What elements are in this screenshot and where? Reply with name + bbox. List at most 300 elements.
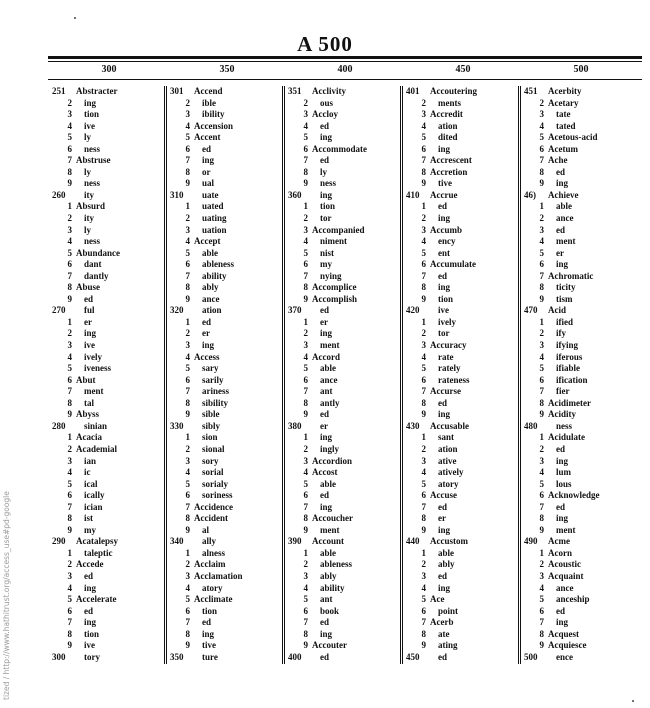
code-number: 7 — [303, 386, 308, 397]
code-word: ation — [438, 443, 458, 454]
code-word: tion — [84, 109, 100, 120]
code-word: ed — [438, 270, 447, 281]
code-entry — [524, 502, 638, 514]
code-entry — [288, 432, 402, 444]
code-number: 3 — [421, 455, 426, 466]
code-entry — [524, 132, 638, 144]
code-number: 4 — [421, 236, 426, 247]
code-entry — [406, 571, 520, 583]
code-word: ive — [84, 640, 95, 651]
code-word: lum — [556, 467, 572, 478]
code-entry — [52, 190, 166, 202]
code-number: 8 — [421, 628, 426, 639]
code-number: 3 — [303, 109, 308, 120]
code-word: ifiable — [556, 363, 580, 374]
code-number: 340 — [170, 536, 184, 547]
code-entry — [524, 536, 638, 548]
code-number: 330 — [170, 420, 184, 431]
code-number: 440 — [406, 536, 420, 547]
code-number: 1 — [539, 432, 544, 443]
column-divider — [164, 86, 167, 664]
code-number: 2 — [67, 443, 72, 454]
code-number: 1 — [67, 201, 72, 212]
code-entry — [52, 352, 166, 364]
code-entry — [406, 409, 520, 421]
code-entry — [288, 236, 402, 248]
code-word: Acorn — [548, 547, 572, 558]
code-word: ing — [438, 282, 451, 293]
code-word: ing — [84, 582, 97, 593]
code-entry — [524, 225, 638, 237]
code-word: tion — [320, 201, 336, 212]
code-number: 3 — [303, 340, 308, 351]
code-word: ariness — [202, 386, 229, 397]
code-number: 5 — [67, 247, 72, 258]
code-word: ing — [202, 155, 215, 166]
code-entry — [406, 317, 520, 329]
code-word: ed — [320, 155, 329, 166]
code-entry — [524, 594, 638, 606]
code-number: 6 — [185, 374, 190, 385]
code-entry — [288, 225, 402, 237]
code-word: ingly — [320, 443, 340, 454]
code-word: point — [438, 605, 459, 616]
code-entry — [52, 317, 166, 329]
code-number: 5 — [67, 363, 72, 374]
code-word: ment — [556, 236, 576, 247]
code-entry — [524, 213, 638, 225]
code-word: ing — [320, 328, 333, 339]
code-word: ible — [202, 97, 217, 108]
code-number: 6 — [421, 490, 426, 501]
code-word: ively — [84, 351, 102, 362]
code-number: 3 — [67, 455, 72, 466]
code-word: ual — [202, 178, 215, 189]
code-word: ed — [84, 570, 93, 581]
code-word: ed — [320, 409, 329, 420]
code-number: 8 — [67, 397, 72, 408]
code-entry — [406, 432, 520, 444]
code-number: 3 — [185, 570, 190, 581]
code-entry — [170, 432, 284, 444]
code-word: Acid — [548, 305, 566, 316]
column-header: 500 — [573, 64, 589, 75]
code-word: ian — [84, 455, 97, 466]
code-word: er — [320, 316, 328, 327]
code-number: 7 — [421, 270, 426, 281]
code-number: 8 — [185, 166, 190, 177]
code-entry — [406, 328, 520, 340]
code-word: ous — [320, 97, 334, 108]
code-number: 7 — [67, 155, 72, 166]
code-word: Accurse — [430, 386, 461, 397]
code-number: 3 — [67, 109, 72, 120]
code-entry — [288, 386, 402, 398]
code-number: 5 — [421, 594, 426, 605]
code-word: uation — [202, 224, 227, 235]
code-number: 7 — [539, 386, 544, 397]
code-number: 6 — [303, 490, 308, 501]
code-entry — [52, 606, 166, 618]
code-entry — [52, 144, 166, 156]
code-word: atory — [202, 582, 223, 593]
code-entry — [524, 525, 638, 537]
code-number: 1 — [303, 316, 308, 327]
code-number: 3 — [185, 109, 190, 120]
code-word: ableness — [202, 259, 235, 270]
code-word: sorial — [202, 467, 224, 478]
code-word: ing — [556, 513, 569, 524]
code-number: 9 — [421, 178, 426, 189]
code-number: 8 — [185, 282, 190, 293]
code-word: ance — [320, 374, 338, 385]
code-word: Abundance — [76, 247, 121, 258]
code-number: 9 — [185, 409, 190, 420]
code-number: 4 — [421, 120, 426, 131]
code-entry — [406, 352, 520, 364]
code-number: 2 — [539, 97, 544, 108]
code-word: Accomplice — [312, 282, 357, 293]
header-underline — [48, 79, 642, 80]
code-word: sible — [202, 409, 220, 420]
code-entry — [288, 513, 402, 525]
code-entry — [170, 490, 284, 502]
code-number: 450 — [406, 651, 420, 662]
code-word: Accredit — [430, 109, 463, 120]
code-number: 6 — [421, 605, 426, 616]
code-number: 9 — [303, 524, 308, 535]
code-word: sional — [202, 443, 225, 454]
column-header: 450 — [455, 64, 471, 75]
code-word: Accumb — [430, 224, 462, 235]
code-number: 7 — [185, 270, 190, 281]
code-column-3 — [288, 86, 402, 664]
code-word: ate — [438, 628, 450, 639]
code-number: 390 — [288, 536, 302, 547]
code-entry — [288, 190, 402, 202]
code-entry — [288, 559, 402, 571]
code-number: 4 — [539, 120, 544, 131]
code-number: 2 — [303, 559, 308, 570]
side-watermark: tized / http://www.hathitrust.org/access_use#pd-google — [2, 491, 11, 700]
code-number: 4 — [421, 467, 426, 478]
code-entry — [52, 271, 166, 283]
code-number: 4 — [539, 236, 544, 247]
code-entry — [170, 352, 284, 364]
code-entry — [524, 583, 638, 595]
code-entry — [288, 409, 402, 421]
code-entry — [52, 617, 166, 629]
code-number: 370 — [288, 305, 302, 316]
header-rule-thick — [48, 56, 642, 59]
code-number: 1 — [303, 432, 308, 443]
code-entry — [524, 629, 638, 641]
code-entry — [406, 259, 520, 271]
code-word: or — [202, 166, 211, 177]
code-entry — [524, 409, 638, 421]
code-word: Acacia — [76, 432, 102, 443]
code-number: 2 — [539, 328, 544, 339]
code-entry — [52, 328, 166, 340]
code-entry — [170, 398, 284, 410]
code-entry — [524, 479, 638, 491]
code-number: 5 — [185, 594, 190, 605]
code-number: 310 — [170, 189, 184, 200]
code-number: 3 — [185, 224, 190, 235]
code-number: 2 — [185, 328, 190, 339]
code-entry — [406, 548, 520, 560]
code-word: ibility — [202, 109, 225, 120]
code-number: 5 — [303, 478, 308, 489]
code-number: 5 — [303, 132, 308, 143]
code-number: 3 — [539, 570, 544, 581]
code-number: 1 — [303, 547, 308, 558]
code-number: 6 — [67, 490, 72, 501]
code-number: 1 — [539, 201, 544, 212]
code-entry — [52, 536, 166, 548]
code-word: Accomplish — [312, 293, 357, 304]
code-word: ness — [84, 178, 101, 189]
code-word: ness — [84, 236, 101, 247]
code-word: ative — [438, 455, 457, 466]
code-entry — [170, 294, 284, 306]
code-word: tor — [320, 213, 332, 224]
code-entry — [52, 132, 166, 144]
code-number: 1 — [539, 316, 544, 327]
code-entry — [170, 456, 284, 468]
code-word: sory — [202, 455, 219, 466]
code-number: 9 — [421, 409, 426, 420]
code-entry — [170, 409, 284, 421]
code-word: Account — [312, 536, 344, 547]
code-number: 9 — [539, 524, 544, 535]
code-entry — [170, 536, 284, 548]
code-number: 3 — [303, 455, 308, 466]
code-word: ing — [438, 143, 451, 154]
code-word: anceship — [556, 594, 590, 605]
code-word: ed — [438, 651, 447, 662]
code-entry — [52, 109, 166, 121]
code-entry — [406, 479, 520, 491]
code-word: uated — [202, 201, 224, 212]
code-number: 9 — [303, 409, 308, 420]
code-word: ation — [202, 305, 222, 316]
code-word: ableness — [320, 559, 353, 570]
code-entry — [288, 201, 402, 213]
code-word: sary — [202, 363, 219, 374]
code-word: nist — [320, 247, 335, 258]
code-entry — [524, 490, 638, 502]
code-word: atory — [438, 478, 459, 489]
code-word: ed — [320, 651, 329, 662]
code-word: Achieve — [548, 189, 579, 200]
code-word: ing — [320, 432, 333, 443]
code-number: 9 — [539, 640, 544, 651]
code-word: Acclimate — [194, 594, 233, 605]
code-entry — [288, 271, 402, 283]
code-number: 2 — [421, 443, 426, 454]
code-word: ifying — [556, 340, 579, 351]
code-word: Acclivity — [312, 86, 346, 96]
column-header: 400 — [337, 64, 353, 75]
column-divider — [518, 86, 521, 664]
code-number: 251 — [52, 86, 66, 96]
code-word: Acquiesce — [548, 640, 587, 651]
code-entry — [170, 502, 284, 514]
code-word: ical — [84, 478, 98, 489]
code-number: 5 — [539, 247, 544, 258]
code-number: 280 — [52, 420, 66, 431]
code-word: Acoustic — [548, 559, 581, 570]
code-word: Acetum — [548, 143, 578, 154]
code-word: ive — [84, 340, 95, 351]
code-entry — [524, 178, 638, 190]
code-word: Acatalepsy — [76, 536, 118, 547]
scan-speck — [74, 17, 76, 19]
code-number: 4 — [67, 467, 72, 478]
code-word: er — [320, 420, 328, 431]
code-word: ably — [202, 282, 219, 293]
code-word-columns — [50, 86, 640, 666]
code-entry — [170, 305, 284, 317]
code-number: 4 — [539, 351, 544, 362]
code-word: Abstracter — [76, 86, 118, 96]
code-word: ity — [84, 213, 94, 224]
code-entry — [288, 352, 402, 364]
code-entry — [288, 144, 402, 156]
code-number: 3 — [67, 340, 72, 351]
code-entry — [288, 132, 402, 144]
code-entry — [288, 456, 402, 468]
code-entry — [406, 305, 520, 317]
code-number: 9 — [185, 524, 190, 535]
code-number: 6 — [303, 374, 308, 385]
code-word: nying — [320, 270, 342, 281]
code-entry — [52, 583, 166, 595]
code-word: ing — [438, 582, 451, 593]
code-word: er — [556, 247, 564, 258]
code-number: 8 — [67, 282, 72, 293]
code-word: iferous — [556, 351, 583, 362]
code-number: 1 — [185, 432, 190, 443]
code-entry — [288, 294, 402, 306]
code-word: ing — [556, 259, 569, 270]
code-entry — [524, 513, 638, 525]
code-word: Absurd — [76, 201, 106, 212]
code-word: Acetary — [548, 97, 579, 108]
code-word: antly — [320, 397, 340, 408]
code-word: ant — [320, 386, 333, 397]
code-number: 5 — [67, 478, 72, 489]
code-entry — [524, 144, 638, 156]
code-entry — [524, 375, 638, 387]
code-word: ing — [556, 455, 569, 466]
column-header: 350 — [219, 64, 235, 75]
code-number: 2 — [185, 559, 190, 570]
code-number: 4 — [67, 582, 72, 593]
code-entry — [52, 363, 166, 375]
code-word: ic — [84, 467, 91, 478]
code-entry — [288, 479, 402, 491]
code-number: 3 — [421, 570, 426, 581]
code-number: 5 — [539, 132, 544, 143]
code-entry — [52, 432, 166, 444]
code-word: ify — [556, 328, 566, 339]
code-number: 5 — [185, 478, 190, 489]
code-word: Ace — [430, 594, 445, 605]
code-number: 2 — [421, 559, 426, 570]
code-number: 8 — [539, 282, 544, 293]
code-entry — [406, 363, 520, 375]
code-entry — [170, 652, 284, 664]
code-entry — [288, 421, 402, 433]
code-entry — [52, 548, 166, 560]
code-number: 430 — [406, 420, 420, 431]
code-word: ance — [556, 213, 574, 224]
code-entry — [52, 259, 166, 271]
code-number: 7 — [185, 155, 190, 166]
code-entry — [52, 629, 166, 641]
code-entry — [170, 444, 284, 456]
code-word: sibility — [202, 397, 229, 408]
code-number: 2 — [67, 213, 72, 224]
code-entry — [288, 617, 402, 629]
code-number: 8 — [303, 628, 308, 639]
column-header: 300 — [101, 64, 117, 75]
code-entry — [524, 259, 638, 271]
code-word: tion — [84, 628, 100, 639]
code-entry — [524, 617, 638, 629]
code-word: ed — [202, 143, 211, 154]
code-number: 8 — [303, 282, 308, 293]
code-number: 8 — [185, 397, 190, 408]
code-word: ally — [202, 536, 217, 547]
code-number: 2 — [303, 328, 308, 339]
code-word: able — [556, 201, 573, 212]
code-number: 360 — [288, 189, 302, 200]
code-word: ing — [556, 617, 569, 628]
code-entry — [170, 236, 284, 248]
code-word: Accrescent — [430, 155, 472, 166]
code-number: 7 — [539, 617, 544, 628]
code-number: 260 — [52, 189, 66, 200]
code-entry — [170, 109, 284, 121]
code-number: 2 — [421, 97, 426, 108]
code-number: 8 — [67, 628, 72, 639]
code-number: 4 — [185, 582, 190, 593]
code-number: 9 — [303, 640, 308, 651]
code-entry — [406, 98, 520, 110]
code-number: 2 — [539, 559, 544, 570]
code-number: 5 — [185, 247, 190, 258]
code-number: 1 — [67, 316, 72, 327]
code-word: Accommodate — [312, 143, 367, 154]
code-number: 7 — [303, 270, 308, 281]
code-number: 6 — [421, 259, 426, 270]
code-entry — [524, 548, 638, 560]
code-word: ability — [320, 582, 345, 593]
code-number: 9 — [67, 640, 72, 651]
code-entry — [406, 236, 520, 248]
code-number: 3 — [67, 224, 72, 235]
code-number: 320 — [170, 305, 184, 316]
code-number: 2 — [303, 213, 308, 224]
code-entry — [52, 236, 166, 248]
code-number: 5 — [185, 363, 190, 374]
code-entry — [524, 340, 638, 352]
code-number: 490 — [524, 536, 538, 547]
code-entry — [406, 178, 520, 190]
